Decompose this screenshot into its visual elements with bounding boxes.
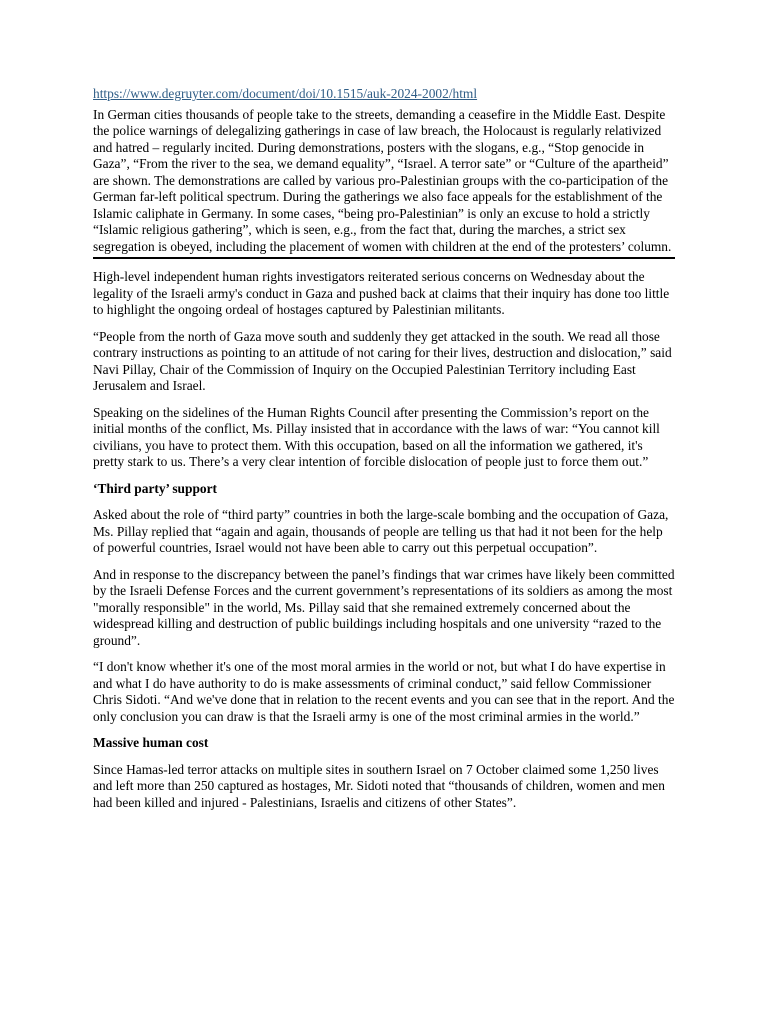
source-link[interactable]: https://www.degruyter.com/document/doi/10.1515/auk-2024-2002/html [93, 86, 478, 101]
section-divider [93, 257, 675, 259]
section-heading-massive-human-cost: Massive human cost [93, 735, 209, 750]
intro-paragraph: In German cities thousands of people take to the streets, demanding a ceasefire in the Middle East. Despite the police warnings of delegalizing gatherings in case of law breach, the Holocaust is regularly relativized and hatred – regularly incited. During demonstrations, posters with the slogans, e.g., “Stop genocide in Gaza”, “From the river to the sea, we demand equality”, “Israel. A terror sate” or “Culture of the apartheid” are shown. The demonstrations are called by various pro-Palestinian groups with the co-participation of the German far-left political spectrum. During the gatherings we also face appeals for the establishment of the Islamic caliphate in Germany. In some cases, “being pro-Palestinian” is only an excuse to hold a strictly “Islamic religious gathering”, which is seen, e.g., from the fact that, during the marches, a strict sex segregation is obeyed, including the placement of women with children at the end of the protesters’ column. [93, 106, 672, 254]
article-paragraph: “People from the north of Gaza move south and suddenly they get attacked in the south. We read all those contrary instructions as pointing to an attitude of not caring for their lives, destruction and dislocation,” said Navi Pillay, Chair of the Commission of Inquiry on the Occupied Palestinian Territory including East Jerusalem and Israel. [93, 328, 672, 393]
article-paragraph: “I don't know whether it's one of the most moral armies in the world or not, but what I do have expertise in and what I do have authority to do is make assessments of criminal conduct,” said fellow Commissioner Chris Sidoti. “And we've done that in relation to the recent events and you can see that in the report. And the only conclusion you can draw is that the Israeli army is one of the most criminal armies in the world.” [93, 659, 675, 724]
article-paragraph: High-level independent human rights investigators reiterated serious concerns on Wednesday about the legality of the Israeli army's conduct in Gaza and pushed back at claims that their inquiry has done too little to highlight the ongoing ordeal of hostages captured by Palestinian militants. [93, 269, 670, 317]
article-paragraph: And in response to the discrepancy between the panel’s findings that war crimes have likely been committed by the Israeli Defense Forces and the current government’s representations of its soldiers as among the most "morally responsible" in the world, Ms. Pillay said that she remained extremely concerned about the widespread killing and destruction of public buildings including hospitals and one university “razed to the ground”. [93, 566, 675, 648]
article-paragraph: Since Hamas-led terror attacks on multiple sites in southern Israel on 7 October claimed some 1,250 lives and left more than 250 captured as hostages, Mr. Sidoti noted that “thousands of children, women and men had been killed and injured - Palestinians, Israelis and citizens of other States”. [93, 761, 665, 810]
document-page [93, 86, 675, 821]
section-heading-third-party-support: ‘Third party’ support [93, 480, 217, 496]
article-body [93, 269, 675, 811]
article-paragraph: Speaking on the sidelines of the Human Rights Council after presenting the Commission’s report on the initial months of the conflict, Ms. Pillay insisted that in accordance with the laws of war: “You cannot kill civilians, you have to protect them. With this occupation, based on all the information we gathered, it's pretty stark to us. There’s a very clear intention of forcible dislocation of people just to force them out.” [93, 404, 660, 469]
article-paragraph: Asked about the role of “third party” countries in both the large-scale bombing and the occupation of Gaza, Ms. Pillay replied that “again and again, thousands of people are telling us that had it not been for the help of powerful countries, Israel would not have been able to carry out this perpetual occupation”. [93, 507, 669, 555]
